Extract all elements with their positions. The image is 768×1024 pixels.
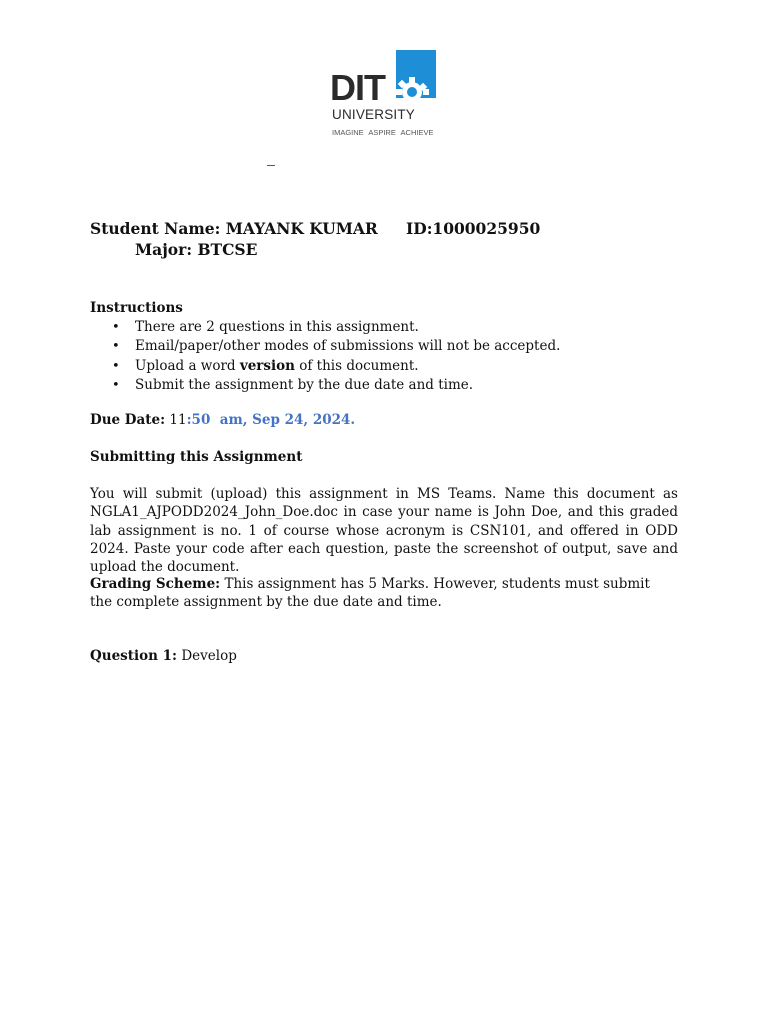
due-date-hour: 11 xyxy=(169,412,187,428)
list-item: • Upload a word version of this document. xyxy=(90,357,560,376)
student-name-value: MAYANK KUMAR xyxy=(225,219,378,238)
bullet-icon: • xyxy=(112,339,120,355)
list-item: • Email/paper/other modes of submissions will not be accepted. xyxy=(90,337,560,356)
underline-mark xyxy=(267,165,275,166)
major-line xyxy=(135,240,257,260)
student-id-label: ID: xyxy=(406,219,433,238)
major-label: Major: xyxy=(135,240,193,259)
gear-logo-icon xyxy=(382,48,438,106)
instructions-list xyxy=(90,318,560,396)
student-id-line xyxy=(406,219,540,239)
grading-label: Grading Scheme: xyxy=(90,576,221,592)
question-1-text: Develop xyxy=(177,648,237,664)
logo-university-text: UNIVERSITY xyxy=(332,107,416,122)
due-date-rest: :50 am, Sep 24, 2024. xyxy=(186,412,356,428)
student-id-value: 1000025950 xyxy=(432,219,541,238)
instructions-heading: Instructions xyxy=(90,300,183,316)
grading-text: This assignment has 5 Marks. However, students must submit the complete assignment by the due date and time. xyxy=(90,576,650,611)
submitting-heading: Submitting this Assignment xyxy=(90,449,303,465)
bullet-icon: • xyxy=(112,378,120,394)
grading-scheme-paragraph xyxy=(90,575,650,612)
dit-university-logo xyxy=(330,48,440,142)
major-value: BTCSE xyxy=(197,240,258,259)
bullet-icon: • xyxy=(112,358,120,374)
student-name-line xyxy=(90,219,378,239)
list-item: • Submit the assignment by the due date and time. xyxy=(90,376,560,395)
due-date-line xyxy=(90,411,355,430)
submitting-paragraph: You will submit (upload) this assignment in MS Teams. Name this document as NGLA1_AJPODD2024_John_Doe.doc in case your name is John Doe, and this graded lab assignment is no. 1 of course whose acronym is CSN101, and offered in ODD 2024. Paste your code after each question, paste the screenshot of output, save and upload the document. xyxy=(90,486,678,576)
logo-tagline: IMAGINE ASPIRE ACHIEVE xyxy=(332,128,434,137)
question-1-label: Question 1: xyxy=(90,648,178,664)
student-name-label: Student Name: xyxy=(90,219,221,238)
due-date-label: Due Date: xyxy=(90,412,166,428)
list-item: • There are 2 questions in this assignment. xyxy=(90,318,560,337)
bullet-icon: • xyxy=(112,320,120,335)
logo-brand-text: DIT xyxy=(330,67,385,108)
question-1 xyxy=(90,647,237,666)
